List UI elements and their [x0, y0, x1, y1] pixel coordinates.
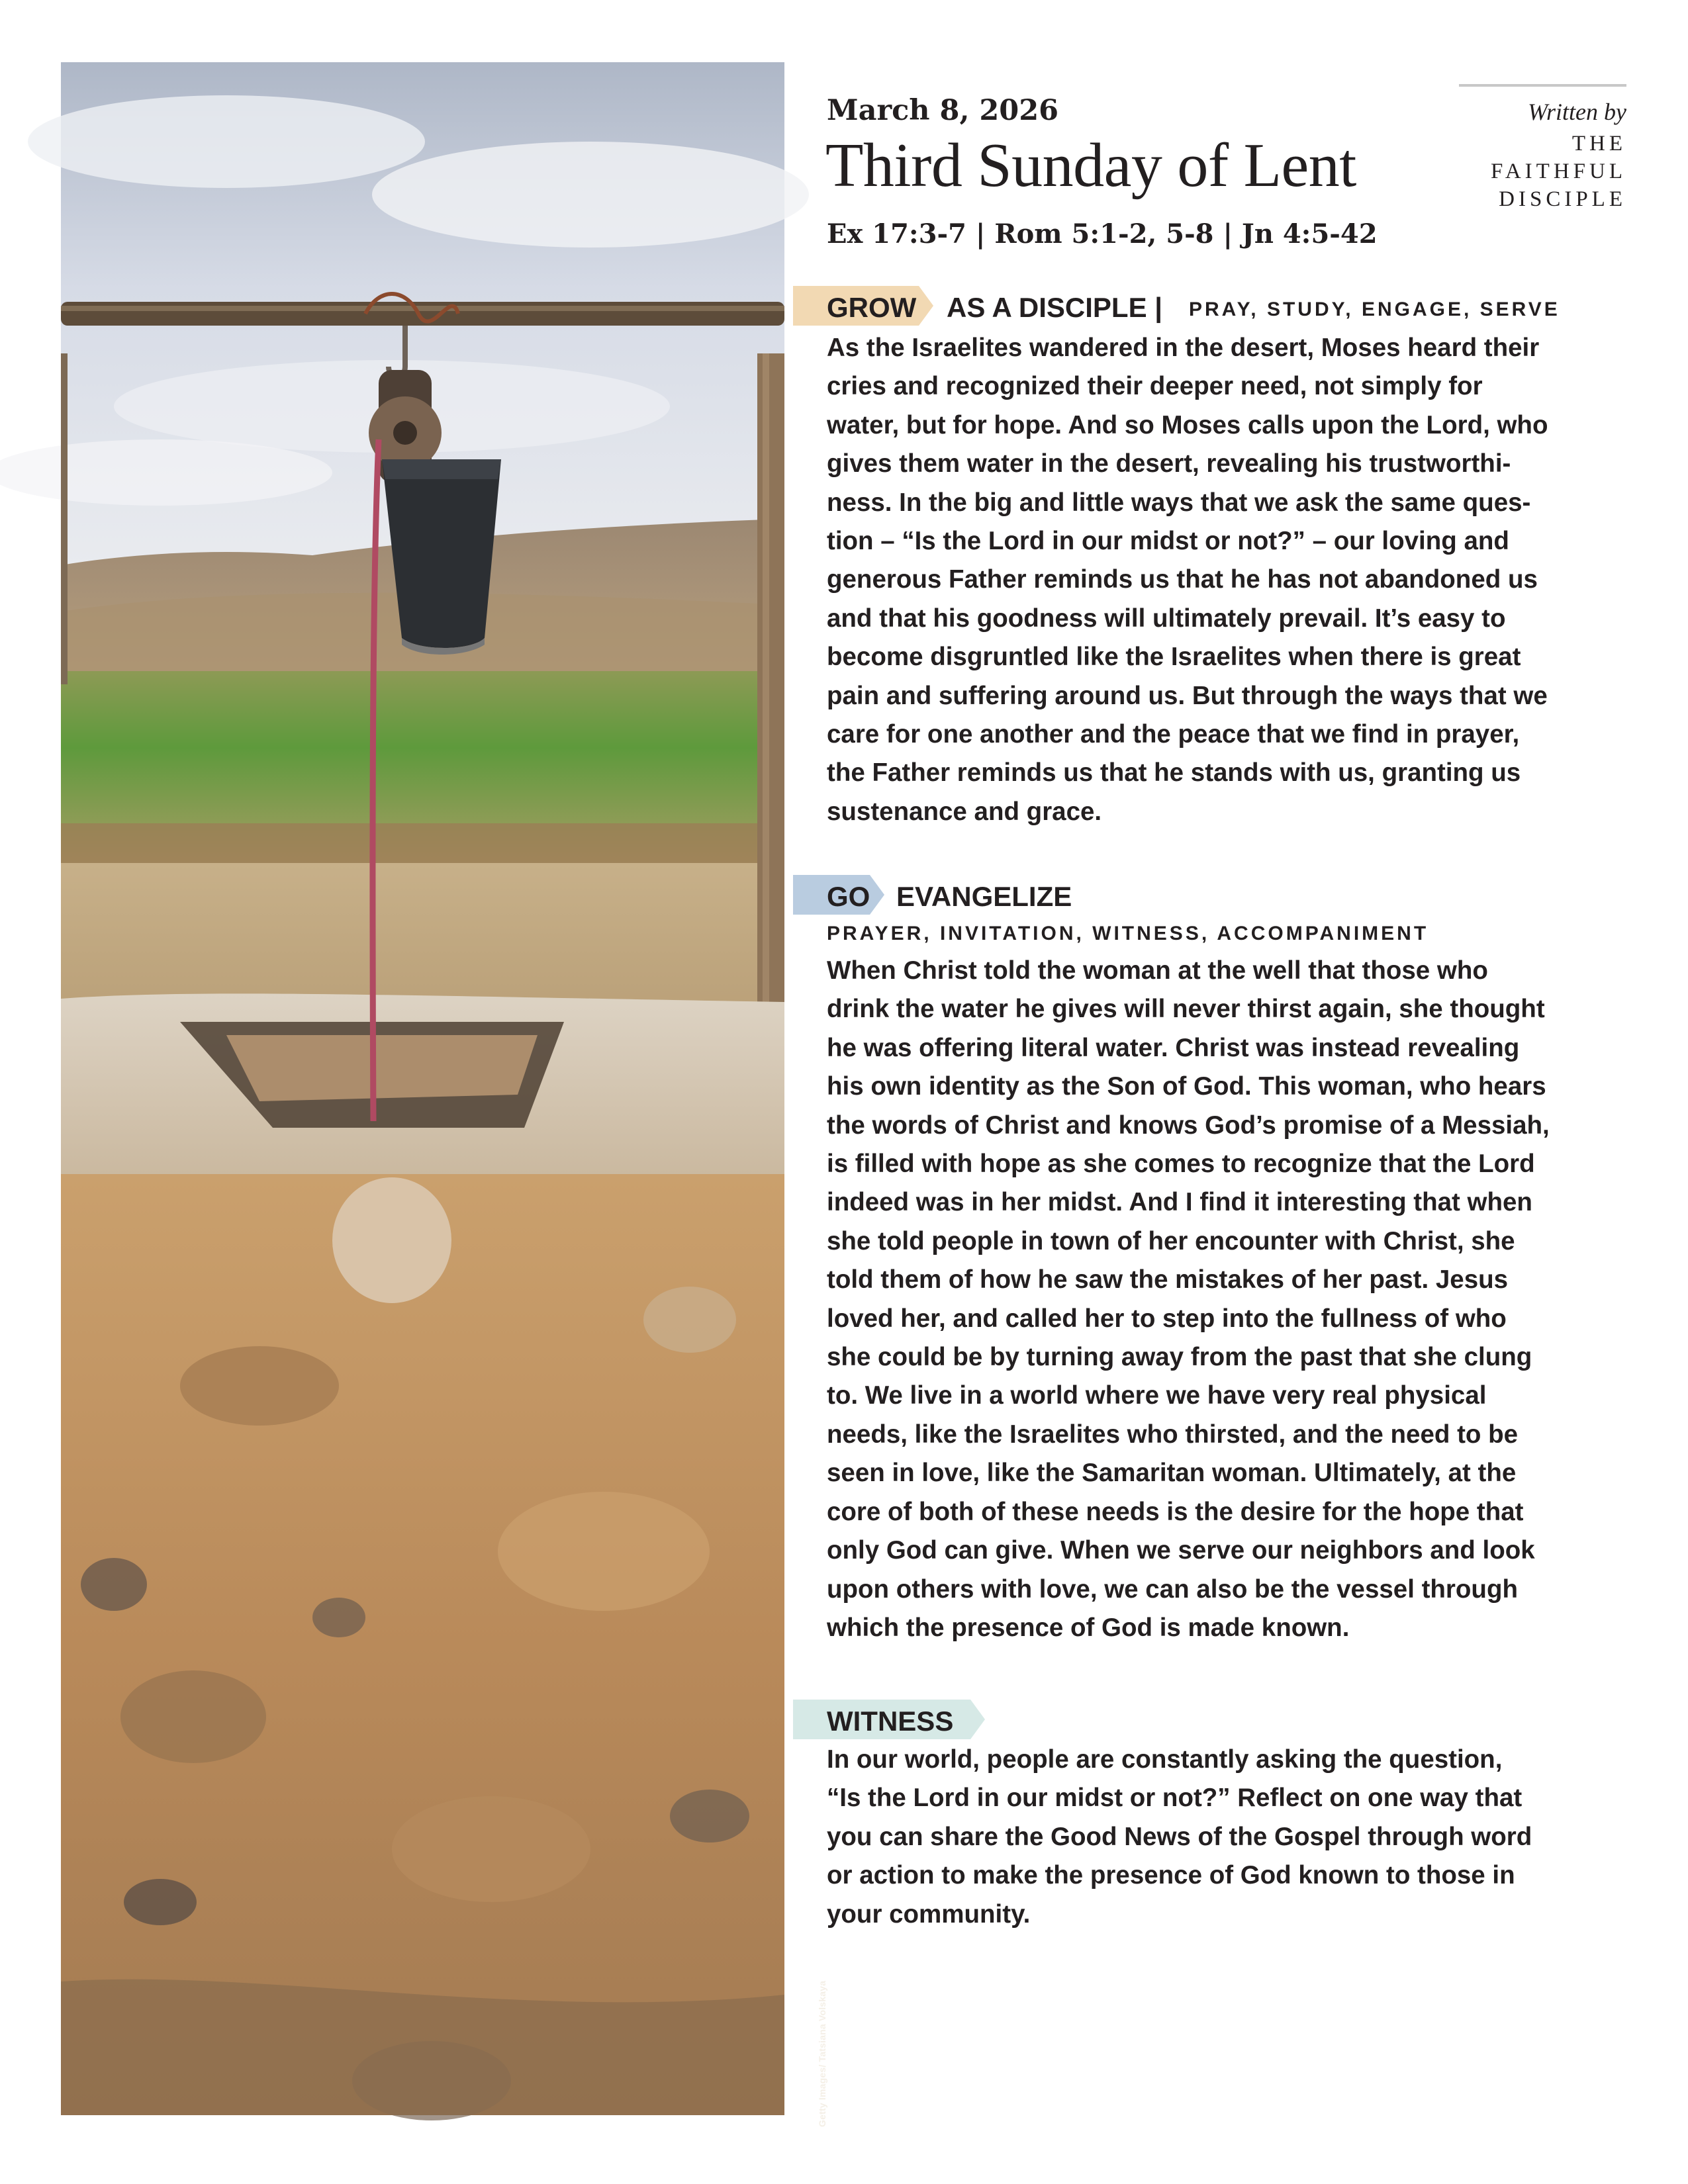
go-line: his own identity as the Son of God. This woman, who hears	[827, 1072, 1546, 1101]
go-subheading: PRAYER, INVITATION, WITNESS, ACCOMPANIMENT	[827, 923, 1429, 944]
go-line: is filled with hope as she comes to recognize that the Lord	[827, 1150, 1535, 1179]
grow-line: As the Israelites wandered in the desert, Moses heard their	[827, 334, 1540, 362]
grow-line: care for one another and the peace that we find in prayer,	[827, 720, 1520, 749]
stone	[332, 1177, 451, 1303]
grow-line: become disgruntled like the Israelites when there is great	[827, 643, 1521, 672]
grow-line: cries and recognized their deeper need, not simply for	[827, 372, 1483, 401]
witness-line: your community.	[827, 1899, 1031, 1929]
grow-line: and that his goodness will ultimately prevail. It’s easy to	[827, 604, 1506, 633]
grow-tag: GROW	[827, 292, 917, 323]
go-line: to. We live in a world where we have very real physical	[827, 1381, 1487, 1410]
witness-body	[827, 1741, 1588, 1934]
author: THE FAITHFUL DISCIPLE	[1490, 132, 1626, 211]
go-line: seen in love, like the Samaritan woman. Ultimately, at the	[827, 1459, 1517, 1488]
witness-line: “Is the Lord in our midst or not?” Reflect on one way that	[827, 1784, 1523, 1813]
bucket	[382, 459, 501, 648]
photo-credit: Getty Images/ Tatsiana Volskaya	[817, 1980, 827, 2127]
go-line: needs, like the Israelites who thirsted, and the need to be	[827, 1420, 1519, 1449]
go-body	[827, 952, 1588, 1647]
grow-line: gives them water in the desert, revealing his trustworthi-	[827, 449, 1511, 478]
witness-line: In our world, people are constantly asking the question,	[827, 1745, 1503, 1774]
go-line: she could be by turning away from the past that she clung	[827, 1343, 1532, 1372]
go-line: the words of Christ and knows God’s promise of a Messiah,	[827, 1111, 1550, 1140]
written-by: Written by	[1528, 99, 1626, 125]
go-line: drink the water he gives will never thirst again, she thought	[827, 995, 1545, 1024]
go-line: she told people in town of her encounter with Christ, she	[827, 1226, 1515, 1255]
well-photo	[61, 62, 827, 2127]
witness-tag: WITNESS	[827, 1706, 954, 1737]
grow-heading: AS A DISCIPLE |	[947, 292, 1163, 323]
witness-line: or action to make the presence of God known to those in	[827, 1861, 1515, 1890]
grow-line: ness. In the big and little ways that we ask the same ques-	[827, 488, 1531, 517]
go-line: core of both of these needs is the desire for the hope that	[827, 1497, 1524, 1526]
go-line: indeed was in her midst. And I find it interesting that when	[827, 1188, 1532, 1217]
grow-body	[827, 329, 1588, 831]
page-title: Third Sunday of Lent	[825, 131, 1356, 200]
grow-line: sustenance and grace.	[827, 797, 1102, 826]
go-line: only God can give. When we serve our neighbors and look	[827, 1536, 1535, 1565]
grow-line: generous Father reminds us that he has not abandoned us	[827, 565, 1538, 594]
byline-rule	[1459, 84, 1626, 87]
readings: Ex 17:3-7 | Rom 5:1-2, 5-8 | Jn 4:5-42	[827, 218, 1378, 250]
go-line: told them of how he saw the mistakes of her past. Jesus	[827, 1265, 1509, 1295]
go-line: When Christ told the woman at the well that those who	[827, 956, 1488, 985]
go-heading: EVANGELIZE	[896, 881, 1072, 912]
go-line: he was offering literal water. Christ was instead revealing	[827, 1033, 1520, 1062]
go-tag: GO	[827, 881, 870, 912]
go-line: loved her, and called her to step into the fullness of who	[827, 1304, 1507, 1333]
date: March 8, 2026	[827, 94, 1059, 127]
go-line: upon others with love, we can also be the vessel through	[827, 1574, 1518, 1604]
grow-line: water, but for hope. And so Moses calls upon the Lord, who	[827, 410, 1548, 439]
witness-line: you can share the Good News of the Gospel through word	[827, 1822, 1532, 1851]
grow-line: the Father reminds us that he stands with us, granting us	[827, 758, 1521, 788]
go-line: which the presence of God is made known.	[827, 1613, 1350, 1642]
well-pole	[61, 302, 784, 326]
grow-line: pain and suffering around us. But through the ways that we	[827, 681, 1548, 710]
grow-subheading: PRAY, STUDY, ENGAGE, SERVE	[1189, 298, 1560, 320]
grow-line: tion – “Is the Lord in our midst or not?” – our loving and	[827, 527, 1509, 556]
